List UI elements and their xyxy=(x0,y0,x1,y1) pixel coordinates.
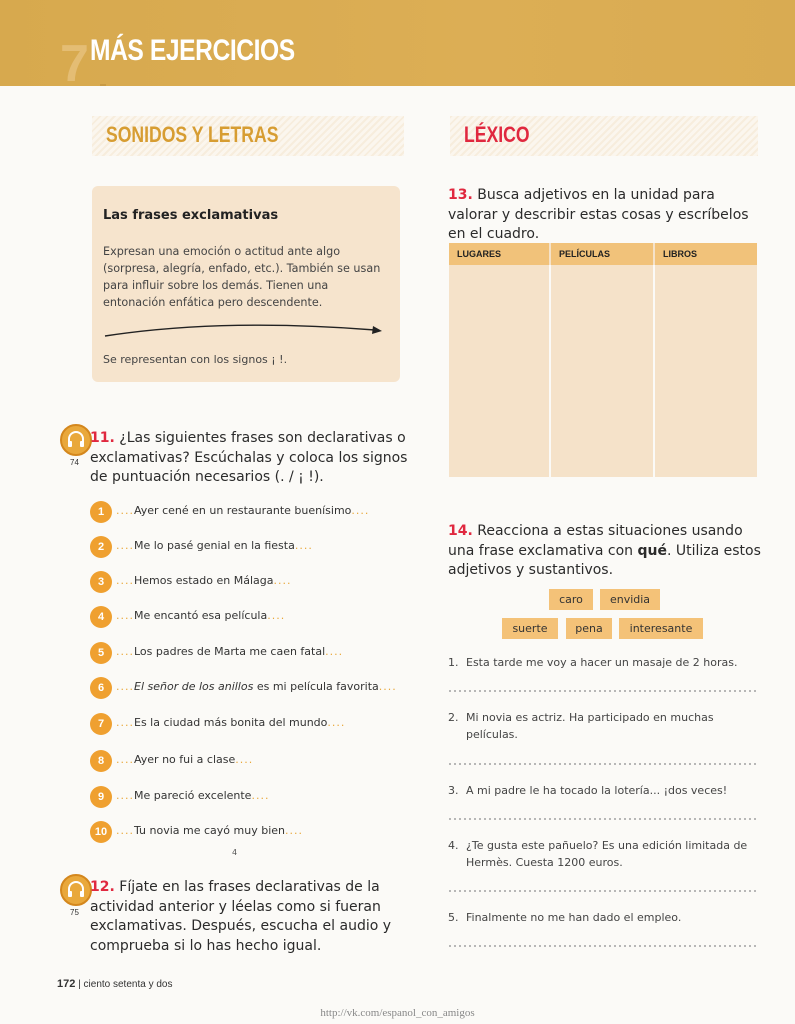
blank-dots[interactable]: .... xyxy=(116,645,134,658)
chapter-number: 7 xyxy=(60,35,89,93)
table-column-libros[interactable] xyxy=(653,265,759,477)
blank-dots[interactable]: .... xyxy=(116,824,134,837)
blank-dots[interactable]: .... xyxy=(116,609,134,622)
blank-dots[interactable]: .... xyxy=(273,574,292,587)
intonation-arrow-icon xyxy=(103,318,383,342)
situation-item xyxy=(448,709,751,743)
watermark-url: http://vk.com/espanol_con_amigos xyxy=(320,1007,475,1019)
sentence-text xyxy=(116,789,269,802)
sentence-text xyxy=(116,753,253,766)
blank-dots[interactable]: .... xyxy=(235,753,254,766)
sentence-body: Tu novia me cayó muy bien xyxy=(134,824,285,837)
table-column-peliculas[interactable] xyxy=(549,265,653,477)
situation-item xyxy=(448,909,751,926)
situation-number: 1. xyxy=(448,656,459,669)
blank-dots[interactable]: .... xyxy=(325,645,344,658)
blank-dots[interactable]: .... xyxy=(351,504,370,517)
item-number-badge: 4 xyxy=(90,606,112,628)
exercise-text: ¿Las siguientes frases son declarativas o exclamativas? Escúchalas y coloca los signos de puntuación necesarios (. / ¡ !). xyxy=(90,430,408,485)
exercise-number: 14. xyxy=(448,523,473,539)
section-title-sonidos: SONIDOS Y LETRAS xyxy=(106,122,279,147)
item-number-badge: 1 xyxy=(90,501,112,523)
word-tag: suerte xyxy=(502,618,558,639)
word-tag: interesante xyxy=(619,618,703,639)
item-number-badge: 6 xyxy=(90,677,112,699)
exercise-number: 13. xyxy=(448,187,473,203)
answer-line[interactable] xyxy=(449,890,757,892)
blank-dots[interactable]: .... xyxy=(327,716,346,729)
page-number-words: ciento setenta y dos xyxy=(83,979,173,990)
situation-number: 3. xyxy=(448,784,459,797)
exercise-13-instruction xyxy=(448,186,768,245)
item-number-badge: 5 xyxy=(90,642,112,664)
situation-number: 5. xyxy=(448,911,459,924)
blank-dots[interactable]: .... xyxy=(116,789,134,802)
audio-track-number: 74 xyxy=(70,458,79,467)
exercise-12-instruction xyxy=(90,878,410,956)
section-header-sonidos xyxy=(92,116,404,156)
situation-item xyxy=(448,837,751,871)
stray-mark: 4 xyxy=(232,848,238,857)
sentence-body: Ayer cené en un restaurante buenísimo xyxy=(134,504,352,517)
table-column-lugares[interactable] xyxy=(449,265,549,477)
exercise-number: 12. xyxy=(90,879,115,895)
adjectives-table xyxy=(449,243,757,477)
sentence-text xyxy=(116,574,291,587)
answer-line[interactable] xyxy=(449,818,757,820)
situation-number: 4. xyxy=(448,839,459,852)
audio-headphones-icon[interactable] xyxy=(60,424,92,456)
sentence-body: es mi película favorita xyxy=(253,680,379,693)
answer-line[interactable] xyxy=(449,690,757,692)
item-number-badge: 9 xyxy=(90,786,112,808)
table-header-libros: LIBROS xyxy=(655,243,757,265)
situation-text: A mi padre le ha tocado la lotería... ¡dos veces! xyxy=(466,784,728,797)
sentence-body: Me lo pasé genial en la fiesta xyxy=(134,539,295,552)
blank-dots[interactable]: .... xyxy=(251,789,270,802)
item-number-badge: 3 xyxy=(90,571,112,593)
item-number-badge: 10 xyxy=(90,821,112,843)
item-number-badge: 7 xyxy=(90,713,112,735)
word-tag: caro xyxy=(549,589,593,610)
sentence-text xyxy=(116,539,313,552)
situation-item xyxy=(448,782,751,799)
word-tag: pena xyxy=(566,618,612,639)
blank-dots[interactable]: .... xyxy=(267,609,286,622)
page-number: 172 xyxy=(57,978,76,990)
page-title: MÁS EJERCICIOS xyxy=(90,34,295,67)
sentence-text xyxy=(116,824,303,837)
blank-dots[interactable]: .... xyxy=(116,574,134,587)
situation-number: 2. xyxy=(448,711,459,724)
blank-dots[interactable]: .... xyxy=(116,680,134,693)
sentence-body: Me pareció excelente xyxy=(134,789,252,802)
exercise-text: Reacciona a estas situaciones usando una frase exclamativa con xyxy=(448,523,743,559)
sentence-text xyxy=(116,504,369,517)
table-header-lugares: LUGARES xyxy=(449,243,549,265)
sentence-text xyxy=(116,716,345,729)
blank-dots[interactable]: .... xyxy=(116,753,134,766)
sentence-body: Los padres de Marta me caen fatal xyxy=(134,645,326,658)
answer-line[interactable] xyxy=(449,763,757,765)
word-tag: envidia xyxy=(600,589,660,610)
situation-text: Esta tarde me voy a hacer un masaje de 2 horas. xyxy=(466,656,738,669)
info-box-text: Expresan una emoción o actitud ante algo (sorpresa, alegría, enfado, etc.). También se usan para influir sobre los demás. Tienen una entonación enfática pero descendente. xyxy=(103,245,381,309)
section-title-lexico: LÉXICO xyxy=(464,122,530,147)
blank-dots[interactable]: .... xyxy=(378,680,397,693)
sentence-text xyxy=(116,645,343,658)
table-header-peliculas: PELÍCULAS xyxy=(551,243,653,265)
blank-dots[interactable]: .... xyxy=(294,539,313,552)
situation-text: Finalmente no me han dado el empleo. xyxy=(466,911,682,924)
exercise-text-end: . Utiliza estos adjetivos y sustantivos. xyxy=(448,542,761,578)
sentence-body: Ayer no fui a clase xyxy=(134,753,236,766)
blank-dots[interactable]: .... xyxy=(285,824,303,837)
audio-track-number: 75 xyxy=(70,908,79,917)
sentence-body: Hemos estado en Málaga xyxy=(134,574,274,587)
grammar-info-box xyxy=(92,186,400,382)
footer-separator: | xyxy=(78,979,81,990)
situation-text: Mi novia es actriz. Ha participado en muchas películas. xyxy=(466,711,714,741)
exercise-14-instruction xyxy=(448,522,768,581)
item-number-badge: 8 xyxy=(90,750,112,772)
chapter-header-bar xyxy=(0,0,795,93)
sentence-body: Me encantó esa película xyxy=(134,609,268,622)
sentence-text xyxy=(116,609,285,622)
exercise-text: Fíjate en las frases declarativas de la actividad anterior y léelas como si fueran exclamativas. Después, escucha el audio y comprueba si lo has hecho igual. xyxy=(90,879,392,954)
item-number-badge: 2 xyxy=(90,536,112,558)
blank-dots[interactable]: .... xyxy=(116,716,134,729)
sentence-body: Es la ciudad más bonita del mundo xyxy=(134,716,328,729)
info-box-title: Las frases exclamativas xyxy=(103,208,279,223)
sentence-text xyxy=(116,680,397,693)
section-header-lexico xyxy=(450,116,758,156)
audio-headphones-icon[interactable] xyxy=(60,874,92,906)
blank-dots[interactable]: .... xyxy=(116,539,134,552)
situation-text: ¿Te gusta este pañuelo? Es una edición limitada de Hermès. Cuesta 1200 euros. xyxy=(466,839,748,869)
page-footer xyxy=(57,978,172,990)
blank-dots[interactable]: .... xyxy=(116,504,134,517)
italic-title: El señor de los anillos xyxy=(134,680,254,693)
exercise-11-instruction xyxy=(90,429,410,488)
header-tick xyxy=(100,84,106,86)
info-box-footer: Se representan con los signos ¡ !. xyxy=(103,353,288,366)
exercise-bold-word: qué xyxy=(637,542,667,559)
exercise-text: Busca adjetivos en la unidad para valorar y describir estas cosas y escríbelos en el cuadro. xyxy=(448,187,749,242)
answer-line[interactable] xyxy=(449,945,757,947)
situation-item xyxy=(448,654,751,671)
exercise-number: 11. xyxy=(90,430,115,446)
